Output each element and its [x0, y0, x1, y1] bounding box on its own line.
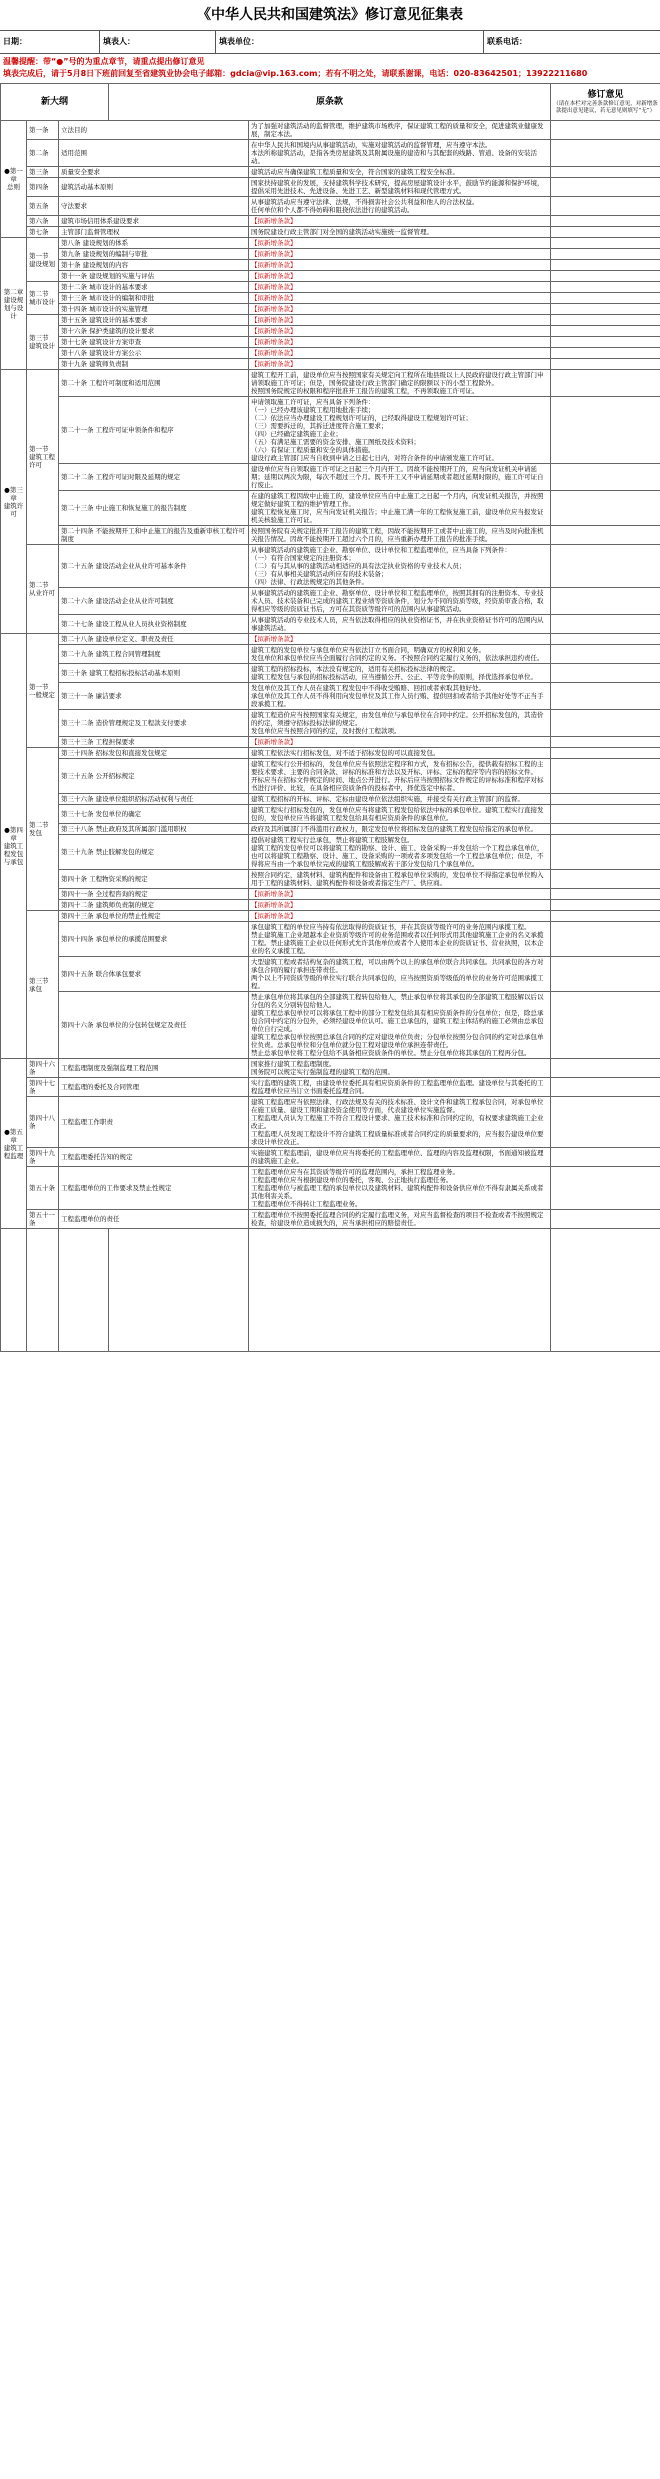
clause-name-cell: 质量安全要求 — [59, 167, 249, 178]
section-cell: 第五条 — [27, 197, 59, 216]
table-row — [1, 1059, 660, 1078]
revision-input-cell[interactable] — [551, 634, 660, 645]
clause-name-cell: 第十一条 建设规划的实施与评估 — [59, 271, 249, 282]
clause-name-cell: 工程监理单位的责任 — [59, 1210, 249, 1229]
clause-name-cell: 第十八条 建筑设计方案公示 — [59, 348, 249, 359]
table-row — [1, 737, 660, 748]
section-cell: 第四十八条 — [27, 1097, 59, 1148]
table-row — [1, 370, 660, 397]
revision-input-cell[interactable] — [551, 526, 660, 545]
section-cell: 第二条 — [27, 140, 59, 167]
table-row — [1, 197, 660, 216]
clause-text-cell: 工程监理单位不按照委托监理合同的约定履行监理义务，对应当监督检查的项目不检查或者不按照规定检查，给建设单位造成损失的，应当承担相应的赔偿责任。 — [249, 1210, 551, 1229]
table-row — [1, 1167, 660, 1210]
header-outline: 新大纲 — [1, 84, 109, 121]
clause-name-cell: 第四十六条 承包单位的分包转包规定及责任 — [59, 992, 249, 1059]
table-row — [1, 282, 660, 293]
clause-text-cell: 工程监理单位应当在其资质等级许可的监理范围内，承担工程监理业务。 工程监理单位应当根据建设单位的委托，客观、公正地执行监理任务。 工程监理单位与被监理工程的承包单位以及建筑材料、建筑构配件和设备供应单位不得有隶属关系或者其他利害关系。 工程监理单位不得转让工程监理业务。 — [249, 1167, 551, 1210]
clause-text-cell: 建筑活动应当确保建筑工程质量和安全，符合国家的建筑工程安全标准。 — [249, 167, 551, 178]
clause-name-cell: 第二十二条 工程许可证时限及延期的规定 — [59, 464, 249, 491]
revision-input-cell[interactable] — [551, 304, 660, 315]
clause-name-cell: 适用范围 — [59, 140, 249, 167]
clause-text-cell: 建筑工程实行公开招标的，发包单位应当依照法定程序和方式，发布招标公告，提供载有招标工程的主要技术要求、主要的合同条款、评标的标准和方法以及开标、评标、定标的程序等内容的招标文件。 开标应当在招标文件规定的时间、地点公开进行。开标后应当按照招标文件规定的评标标准和程序对标书进行评价、比较，在具备相应资质条件的投标者中，择优选定中标者。 — [249, 759, 551, 794]
filler-field[interactable]: 填表人： — [100, 31, 216, 53]
new-clause-marker: 【拟新增条款】 — [249, 911, 551, 922]
revision-input-cell[interactable] — [551, 759, 660, 794]
table-row — [1, 889, 660, 900]
table-row — [1, 315, 660, 326]
clause-name-cell: 工程监理制度及强制监理工程范围 — [59, 1059, 249, 1078]
clause-text-cell: 建筑工程的发包单位与承包单位应当依法订立书面合同，明确双方的权利和义务。 发包单位和承包单位应当全面履行合同约定的义务。不按照合同约定履行义务的，依法承担违约责任。 — [249, 645, 551, 664]
revision-input-cell[interactable] — [551, 870, 660, 889]
page-title: 《中华人民共和国建筑法》修订意见征集表 — [197, 7, 463, 23]
table-row — [1, 140, 660, 167]
clause-name-cell: 第二十九条 建筑工程合同管理制度 — [59, 645, 249, 664]
section-cell: 第一节 建筑工程许可 — [27, 370, 59, 545]
revision-input-cell[interactable] — [551, 1097, 660, 1148]
revision-input-cell[interactable] — [551, 227, 660, 238]
revision-input-cell[interactable] — [551, 1059, 660, 1078]
section-cell: 第七条 — [27, 227, 59, 238]
header-revision — [551, 84, 660, 121]
table-row — [1, 759, 660, 794]
clause-text-cell: 建筑工程造价应当按照国家有关规定，由发包单位与承包单位在合同中约定。公开招标发包的，其造价的约定，须遵守招标投标法律的规定。 发包单位应当按照合同的约定，及时拨付工程款项。 — [249, 710, 551, 737]
clause-text-cell: 建筑工程招标的开标、评标、定标由建设单位依法组织实施，并接受有关行政主管部门的监督。 — [249, 794, 551, 805]
table-row — [1, 337, 660, 348]
table-row — [1, 271, 660, 282]
table-row — [1, 645, 660, 664]
clause-name-cell: 第十三条 城市设计的编制和审批 — [59, 293, 249, 304]
clause-text-cell: 从事建筑活动的专业技术人员，应当依法取得相应的执业资格证书，并在执业资格证书许可的范围内从事建筑活动。 — [249, 615, 551, 634]
chapter-cell: ●第四章 建筑工程发包与承包 — [1, 634, 27, 1059]
clause-text-cell: 申请领取施工许可证，应当具备下列条件： （一）已经办理该建筑工程用地批准手续； （二）依法应当办理建设工程规划许可证的，已经取得建设工程规划许可证； （三）需要拆迁的，其拆迁进度符合施工要求； （四）已经确定建筑施工企业； （五）有满足施工需要的资金安排、施工图纸及技术资料； （六）有保证工程质量和安全的具体措施。 建设行政主管部门应当自收到申请之日起七日内，对符合条件的申请颁发施工许可证。 — [249, 397, 551, 464]
clause-text-cell: 从事建筑活动的建筑施工企业、勘察单位、设计单位和工程监理单位，应当具备下列条件： （一）有符合国家规定的注册资本； （二）有与其从事的建筑活动相适应的具有法定执业资格的专业技术人员； （三）有从事相关建筑活动所应有的技术装备； （四）法律、行政法规规定的其他条件。 — [249, 545, 551, 588]
table-row — [1, 464, 660, 491]
empty-cell — [59, 1229, 109, 1352]
clause-name-cell: 第三十八条 禁止政府及其所属部门滥用职权 — [59, 824, 249, 835]
section-cell: 第四条 — [27, 178, 59, 197]
new-clause-marker: 【拟新增条款】 — [249, 282, 551, 293]
new-clause-marker: 【拟新增条款】 — [249, 359, 551, 370]
section-cell: 第三节 建筑设计 — [27, 315, 59, 370]
clause-name-cell: 第八条 建设规划的体系 — [59, 238, 249, 249]
revision-input-cell[interactable] — [551, 588, 660, 615]
revision-input-cell[interactable] — [551, 326, 660, 337]
clause-name-cell: 第十条 建设规划的内容 — [59, 260, 249, 271]
revision-input-cell[interactable] — [551, 737, 660, 748]
revision-input-cell[interactable] — [551, 167, 660, 178]
clause-name-cell: 工程监理的委托及合同管理 — [59, 1078, 249, 1097]
new-clause-marker: 【拟新增条款】 — [249, 348, 551, 359]
clause-name-cell: 第三十九条 禁止肢解发包的规定 — [59, 835, 249, 870]
new-clause-marker: 【拟新增条款】 — [249, 271, 551, 282]
clause-name-cell: 第十二条 城市设计的基本要求 — [59, 282, 249, 293]
revision-input-cell[interactable] — [551, 664, 660, 683]
clause-name-cell: 第四十三条 承包单位的禁止性规定 — [59, 911, 249, 922]
form-meta-row — [0, 30, 660, 54]
revision-input-cell[interactable] — [551, 545, 660, 588]
section-cell: 第六条 — [27, 216, 59, 227]
clause-name-cell: 建筑活动基本原则 — [59, 178, 249, 197]
table-row — [1, 634, 660, 645]
empty-cell — [551, 1229, 660, 1352]
revision-input-cell[interactable] — [551, 491, 660, 526]
clause-text-cell: 从事建筑活动应当遵守法律、法规，不得损害社会公共利益和他人的合法权益。 任何单位和个人都不得妨碍和阻挠依法进行的建筑活动。 — [249, 197, 551, 216]
clause-name-cell: 第三十条 建筑工程招标投标活动基本原则 — [59, 664, 249, 683]
table-row — [1, 911, 660, 922]
revision-input-cell[interactable] — [551, 835, 660, 870]
revision-input-cell[interactable] — [551, 178, 660, 197]
clause-text-cell: 建筑工程监理应当依照法律、行政法规及有关的技术标准、设计文件和建筑工程承包合同，对承包单位在施工质量、建设工期和建设资金使用等方面，代表建设单位实施监督。 工程监理人员认为工程施工不符合工程设计要求、施工技术标准和合同约定的，有权要求建筑施工企业改正。 工程监理人员发现工程设计不符合建筑工程质量标准或者合同约定的质量要求的，应当报告建设单位要求设计单位改正。 — [249, 1097, 551, 1148]
revision-input-cell[interactable] — [551, 216, 660, 227]
new-clause-marker: 【拟新增条款】 — [249, 238, 551, 249]
clause-name-cell: 第三十二条 造价管理规定及工程款支付要求 — [59, 710, 249, 737]
table-row — [1, 326, 660, 337]
clause-name-cell: 第四十四条 承包单位的承揽范围要求 — [59, 922, 249, 957]
revision-table — [0, 83, 660, 1352]
chapter-cell: 第二章 建设规划与设计 — [1, 238, 27, 370]
new-clause-marker: 【拟新增条款】 — [249, 634, 551, 645]
clause-text-cell: 发包单位及其工作人员在建筑工程发包中不得收受贿赂、回扣或者索取其他好处。 承包单位及其工作人员不得利用向发包单位及其工作人员行贿、提供回扣或者给予其他好处等不正当手段承揽工程。 — [249, 683, 551, 710]
table-row — [1, 216, 660, 227]
revision-input-cell[interactable] — [551, 824, 660, 835]
revision-input-cell[interactable] — [551, 992, 660, 1059]
clause-name-cell: 第十四条 城市设计的实施管理 — [59, 304, 249, 315]
clause-text-cell: 按照国务院有关规定批准开工报告的建筑工程，因故不能按期开工或者中止施工的，应当及时向批准机关报告情况。因故不能按期开工超过六个月的，应当重新办理开工报告的批准手续。 — [249, 526, 551, 545]
clause-name-cell: 第二十三条 中止施工和恢复施工的报告制度 — [59, 491, 249, 526]
clause-text-cell: 政府及其所属部门不得滥用行政权力，限定发包单位将招标发包的建筑工程发包给指定的承包单位。 — [249, 824, 551, 835]
header-revision-note: （请在本栏对完善条款修订意见，对新增条款提出意见建议，若无意见则填写“无”） — [553, 100, 658, 114]
revision-input-cell[interactable] — [551, 911, 660, 922]
chapter-cell: ●第一章 总则 — [1, 121, 27, 238]
empty-cell — [1, 1229, 27, 1352]
clause-text-cell: 大型建筑工程或者结构复杂的建筑工程，可以由两个以上的承包单位联合共同承包。共同承包的各方对承包合同的履行承担连带责任。 两个以上不同资质等级的单位实行联合共同承包的，应当按照资质等级低的单位的业务许可范围承揽工程。 — [249, 957, 551, 992]
revision-input-cell[interactable] — [551, 238, 660, 249]
table-row — [1, 178, 660, 197]
revision-input-cell[interactable] — [551, 315, 660, 326]
notice-block — [0, 54, 660, 83]
table-row — [1, 348, 660, 359]
table-row — [1, 526, 660, 545]
new-clause-marker: 【拟新增条款】 — [249, 737, 551, 748]
table-row — [1, 992, 660, 1059]
revision-input-cell[interactable] — [551, 359, 660, 370]
new-clause-marker: 【拟新增条款】 — [249, 260, 551, 271]
clause-text-cell: 承包建筑工程的单位应当持有依法取得的资质证书，并在其资质等级许可的业务范围内承揽工程。 禁止建筑施工企业超越本企业资质等级许可的业务范围或者以任何形式用其他建筑施工企业的名义承揽工程。禁止建筑施工企业以任何形式允许其他单位或者个人使用本企业的资质证书、营业执照，以本企业的名义承揽工程。 — [249, 922, 551, 957]
revision-input-cell[interactable] — [551, 900, 660, 911]
table-row — [1, 545, 660, 588]
table-row — [1, 238, 660, 249]
section-cell: 第三节 承包 — [27, 911, 59, 1059]
section-cell: 第四十六条 — [27, 1059, 59, 1078]
section-cell: 第一节 建设规划 — [27, 238, 59, 282]
section-cell: 第四十九条 — [27, 1148, 59, 1167]
clause-name-cell: 第四十一条 全过程咨询的规定 — [59, 889, 249, 900]
section-cell: 第四十七条 — [27, 1078, 59, 1097]
revision-input-cell[interactable] — [551, 397, 660, 464]
clause-name-cell: 第三十一条 廉洁要求 — [59, 683, 249, 710]
clause-name-cell: 第十七条 建筑设计方案审查 — [59, 337, 249, 348]
table-row — [1, 900, 660, 911]
table-row — [1, 260, 660, 271]
clause-name-cell: 第三十三条 工程担保要求 — [59, 737, 249, 748]
section-cell: 第五十一条 — [27, 1210, 59, 1229]
date-field[interactable]: 日期： — [0, 31, 100, 53]
clause-text-cell: 实行监理的建筑工程，由建设单位委托具有相应资质条件的工程监理单位监理。建设单位与其委托的工程监理单位应当订立书面委托监理合同。 — [249, 1078, 551, 1097]
section-cell: 第一条 — [27, 121, 59, 140]
clause-name-cell: 第二十七条 建设工程从业人员执业资格制度 — [59, 615, 249, 634]
clause-text-cell: 实施建筑工程监理前，建设单位应当将委托的工程监理单位、监理的内容及监理权限，书面通知被监理的建筑施工企业。 — [249, 1148, 551, 1167]
table-row — [1, 1078, 660, 1097]
revision-input-cell[interactable] — [551, 348, 660, 359]
table-row — [1, 748, 660, 759]
clause-name-cell: 第十六条 保护类建筑的设计要求 — [59, 326, 249, 337]
clause-name-cell: 工程监理委托告知的规定 — [59, 1148, 249, 1167]
table-row — [1, 397, 660, 464]
section-cell: 第二节 城市设计 — [27, 282, 59, 315]
table-row — [1, 805, 660, 824]
new-clause-marker: 【拟新增条款】 — [249, 337, 551, 348]
revision-input-cell[interactable] — [551, 794, 660, 805]
revision-input-cell[interactable] — [551, 337, 660, 348]
revision-input-cell[interactable] — [551, 889, 660, 900]
new-clause-marker: 【拟新增条款】 — [249, 304, 551, 315]
revision-input-cell[interactable] — [551, 140, 660, 167]
table-row — [1, 359, 660, 370]
clause-name-cell: 第二十八条 建设单位定义、职责及责任 — [59, 634, 249, 645]
phone-field[interactable]: 联系电话： — [487, 37, 527, 46]
clause-text-cell: 国务院建设行政主管部门对全国的建筑活动实施统一监督管理。 — [249, 227, 551, 238]
clause-name-cell: 第四十五条 联合体承包要求 — [59, 957, 249, 992]
section-cell: 第三条 — [27, 167, 59, 178]
table-row — [1, 293, 660, 304]
unit-field[interactable]: 填表单位： — [216, 31, 484, 53]
clause-name-cell: 第三十四条 招标发包和直接发包规定 — [59, 748, 249, 759]
revision-input-cell[interactable] — [551, 370, 660, 397]
clause-name-cell: 第四十条 工程物资采购的规定 — [59, 870, 249, 889]
clause-name-cell: 第二十一条 工程许可证申领条件和程序 — [59, 397, 249, 464]
revision-input-cell[interactable] — [551, 615, 660, 634]
clause-name-cell: 第二十条 工程许可制度和适用范围 — [59, 370, 249, 397]
revision-input-cell[interactable] — [551, 748, 660, 759]
table-row — [1, 588, 660, 615]
table-row — [1, 1148, 660, 1167]
empty-cell — [109, 1229, 249, 1352]
clause-text-cell: 提倡对建筑工程实行总承包，禁止将建筑工程肢解发包。 建筑工程的发包单位可以将建筑工程的勘察、设计、施工、设备采购一并发包给一个工程总承包单位，也可以将建筑工程勘察、设计、施工、设备采购的一项或者多项发包给一个工程总承包单位；但是，不得将应当由一个承包单位完成的建筑工程肢解成若干部分发包给几个承包单位。 — [249, 835, 551, 870]
header-original: 原条款 — [109, 84, 551, 121]
clause-name-cell: 建筑市场信用体系建设要求 — [59, 216, 249, 227]
table-header-row — [1, 84, 660, 121]
revision-input-cell[interactable] — [551, 293, 660, 304]
revision-input-cell[interactable] — [551, 121, 660, 140]
clause-text-cell: 从事建筑活动的建筑施工企业、勘察单位、设计单位和工程监理单位，按照其拥有的注册资本、专业技术人员、技术装备和已完成的建筑工程业绩等资质条件，划分为不同的资质等级，经资质审查合格，取得相应等级的资质证书后，方可在其资质等级许可的范围内从事建筑活动。 — [249, 588, 551, 615]
section-cell: 第五十条 — [27, 1167, 59, 1210]
revision-input-cell[interactable] — [551, 271, 660, 282]
clause-name-cell: 立法目的 — [59, 121, 249, 140]
table-row — [1, 304, 660, 315]
clause-text-cell: 国家推行建筑工程监理制度。 国务院可以规定实行强制监理的建筑工程的范围。 — [249, 1059, 551, 1078]
table-continuation-row — [1, 1229, 660, 1352]
clause-name-cell: 守法要求 — [59, 197, 249, 216]
empty-cell — [27, 1229, 59, 1352]
new-clause-marker: 【拟新增条款】 — [249, 293, 551, 304]
new-clause-marker: 【拟新增条款】 — [249, 216, 551, 227]
chapter-cell: ●第三章 建筑许可 — [1, 370, 27, 634]
revision-input-cell[interactable] — [551, 197, 660, 216]
clause-text-cell: 建设单位应当自领取施工许可证之日起三个月内开工。因故不能按期开工的，应当向发证机关申请延期；延期以两次为限，每次不超过三个月。既不开工又不申请延期或者超过延期时限的，施工许可证自行废止。 — [249, 464, 551, 491]
clause-text-cell: 国家扶持建筑业的发展，支持建筑科学技术研究，提高房屋建筑设计水平，鼓励节约能源和保护环境，提倡采用先进技术、先进设备、先进工艺、新型建筑材料和现代管理方式。 — [249, 178, 551, 197]
clause-text-cell: 为了加强对建筑活动的监督管理，维护建筑市场秩序，保证建筑工程的质量和安全，促进建筑业健康发展，制定本法。 — [249, 121, 551, 140]
table-row — [1, 794, 660, 805]
clause-name-cell: 第十五条 建筑设计的基本要求 — [59, 315, 249, 326]
clause-name-cell: 第十九条 建筑师负责制 — [59, 359, 249, 370]
clause-text-cell: 按照合同约定，建筑材料、建筑构配件和设备由工程承包单位采购的，发包单位不得指定承包单位购入用于工程的建筑材料、建筑构配件和设备或者指定生产厂、供应商。 — [249, 870, 551, 889]
clause-text-cell: 建筑工程开工前，建设单位应当按照国家有关规定向工程所在地县级以上人民政府建设行政主管部门申请领取施工许可证；但是，国务院建设行政主管部门确定的限额以下的小型工程除外。 按照国务院规定的权限和程序批准开工报告的建筑工程，不再领取施工许可证。 — [249, 370, 551, 397]
table-row — [1, 683, 660, 710]
table-row — [1, 835, 660, 870]
revision-input-cell[interactable] — [551, 464, 660, 491]
revision-input-cell[interactable] — [551, 1167, 660, 1210]
revision-input-cell[interactable] — [551, 683, 660, 710]
table-row — [1, 1210, 660, 1229]
clause-name-cell: 第二十五条 建设活动企业从业许可基本条件 — [59, 545, 249, 588]
new-clause-marker: 【拟新增条款】 — [249, 889, 551, 900]
clause-text-cell: 在中华人民共和国境内从事建筑活动，实施对建筑活动的监督管理，应当遵守本法。 本法所称建筑活动，是指各类房屋建筑及其附属设施的建造和与其配套的线路、管道、设备的安装活动。 — [249, 140, 551, 167]
revision-input-cell[interactable] — [551, 645, 660, 664]
clause-text-cell: 建筑工程依法实行招标发包，对不适于招标发包的可以直接发包。 — [249, 748, 551, 759]
new-clause-marker: 【拟新增条款】 — [249, 249, 551, 260]
clause-text-cell: 禁止承包单位将其承包的全部建筑工程转包给他人，禁止承包单位将其承包的全部建筑工程肢解以后以分包的名义分别转包给他人。 建筑工程总承包单位可以将承包工程中的部分工程发包给具有相应资质条件的分包单位；但是，除总承包合同中约定的分包外，必须经建设单位认可。施工总承包的，建筑工程主体结构的施工必须由总承包单位自行完成。 建筑工程总承包单位按照总承包合同的约定对建设单位负责；分包单位按照分包合同的约定对总承包单位负责。总承包单位和分包单位就分包工程对建设单位承担连带责任。 禁止总承包单位将工程分包给不具备相应资质条件的单位。禁止分包单位将其承包的工程再分包。 — [249, 992, 551, 1059]
clause-name-cell: 第二十六条 建设活动企业从业许可制度 — [59, 588, 249, 615]
revision-input-cell[interactable] — [551, 249, 660, 260]
clause-name-cell: 工程监理单位的工作要求及禁止性规定 — [59, 1167, 249, 1210]
clause-text-cell: 建筑工程实行招标发包的，发包单位应当将建筑工程发包给依法中标的承包单位。建筑工程实行直接发包的，发包单位应当将建筑工程发包给具有相应资质条件的承包单位。 — [249, 805, 551, 824]
table-row — [1, 922, 660, 957]
new-clause-marker: 【拟新增条款】 — [249, 900, 551, 911]
notice-line-reminder: 温馨提醒：带“●”号的为重点章节，请重点提出修订意见 — [3, 57, 205, 66]
table-row — [1, 1097, 660, 1148]
section-cell: 第二节 发包 — [27, 748, 59, 911]
clause-name-cell: 主管部门监督管理权 — [59, 227, 249, 238]
table-row — [1, 227, 660, 238]
table-row — [1, 167, 660, 178]
table-row — [1, 957, 660, 992]
revision-input-cell[interactable] — [551, 1078, 660, 1097]
clause-name-cell: 工程监理工作职责 — [59, 1097, 249, 1148]
table-row — [1, 664, 660, 683]
revision-input-cell[interactable] — [551, 282, 660, 293]
empty-cell — [249, 1229, 551, 1352]
revision-input-cell[interactable] — [551, 260, 660, 271]
header-revision-label: 修订意见 — [587, 89, 624, 100]
new-clause-marker: 【拟新增条款】 — [249, 315, 551, 326]
revision-input-cell[interactable] — [551, 1148, 660, 1167]
revision-input-cell[interactable] — [551, 922, 660, 957]
notice-line-submission: 填表完成后，请于5月8日下班前回复至省建筑业协会电子邮箱：gdcia@vip.163.com；若有不明之处，请联系谢课，电话：020-83642501；13922211680 — [3, 69, 588, 78]
clause-name-cell: 第三十五条 公开招标规定 — [59, 759, 249, 794]
revision-input-cell[interactable] — [551, 957, 660, 992]
revision-input-cell[interactable] — [551, 710, 660, 737]
clause-text-cell: 建筑工程的招标投标，本法没有规定的，适用有关招标投标法律的规定。 建筑工程发包与承包的招标投标活动，应当遵循公开、公正、平等竞争的原则，择优选择承包单位。 — [249, 664, 551, 683]
table-row — [1, 615, 660, 634]
chapter-cell: ●第五章 建筑工程监理 — [1, 1059, 27, 1229]
clause-name-cell: 第九条 建设规划的编制与审批 — [59, 249, 249, 260]
section-cell: 第一节 一般规定 — [27, 634, 59, 748]
clause-name-cell: 第二十四条 不能按期开工和中止施工的报告及重新审核工程许可制度 — [59, 526, 249, 545]
table-row — [1, 491, 660, 526]
clause-name-cell: 第三十七条 发包单位的确定 — [59, 805, 249, 824]
table-row — [1, 870, 660, 889]
clause-name-cell: 第三十六条 建设单位组织招标活动权利与责任 — [59, 794, 249, 805]
new-clause-marker: 【拟新增条款】 — [249, 326, 551, 337]
revision-input-cell[interactable] — [551, 1210, 660, 1229]
table-row — [1, 824, 660, 835]
table-row — [1, 249, 660, 260]
clause-text-cell: 在建的建筑工程因故中止施工的，建设单位应当自中止施工之日起一个月内，向发证机关报告，并按照规定做好建筑工程的维护管理工作。 建筑工程恢复施工时，应当向发证机关报告；中止施工满一年的工程恢复施工前，建设单位应当报发证机关核验施工许可证。 — [249, 491, 551, 526]
table-row — [1, 710, 660, 737]
table-row — [1, 121, 660, 140]
clause-name-cell: 第四十二条 建筑师负责制的规定 — [59, 900, 249, 911]
section-cell: 第二节 从业许可 — [27, 545, 59, 634]
revision-input-cell[interactable] — [551, 805, 660, 824]
